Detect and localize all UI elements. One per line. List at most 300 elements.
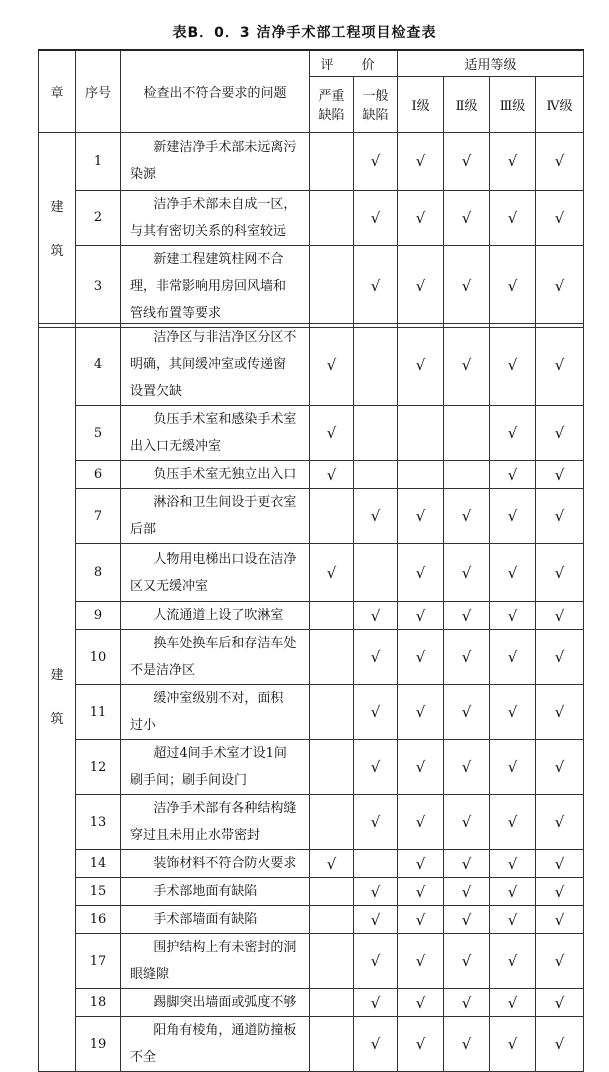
check-cell-g4 [536,544,584,602]
check-cell-g4 [536,934,584,989]
check-cell-g4 [536,461,584,489]
check-cell-serious [310,795,354,850]
chapter-cell [39,132,76,327]
header-grade-3: Ⅲ级 [490,76,536,132]
check-cell-g1 [398,245,444,327]
table-row [39,489,584,544]
problem-cell [121,934,310,989]
seq-cell: 16 [76,906,121,934]
check-cell-g3 [490,906,536,934]
check-icon: √ [370,882,381,901]
problem-line: 踢脚突出墙面或弧度不够 [153,995,297,1010]
seq-cell: 7 [76,489,121,544]
check-cell-g4 [536,630,584,685]
check-cell-general [354,850,398,878]
check-icon: √ [461,277,472,295]
problem-line: 新建工程建筑柱网不合 [153,251,284,267]
problem-line: 人物用电梯出口设在洁净 [153,551,297,567]
problem-line: 超过4间手术室才设1间 [153,746,287,761]
problem-cell [121,740,310,795]
check-icon: √ [554,563,565,582]
check-cell-g1 [398,630,444,685]
problem-line: 负压手术室无独立出入口 [153,467,297,482]
check-icon: √ [415,910,426,929]
check-icon: √ [507,703,518,721]
check-cell-serious [310,1017,354,1072]
check-icon: √ [461,563,472,582]
check-icon: √ [415,854,426,873]
check-icon: √ [415,648,426,666]
check-icon: √ [507,563,518,582]
problem-cell [121,795,310,850]
check-cell-g4 [536,906,584,934]
seq-cell: 11 [76,685,121,740]
check-icon: √ [461,882,472,901]
check-cell-g2 [444,740,490,795]
seq-cell: 17 [76,934,121,989]
check-icon: √ [370,277,381,295]
seq-cell: 4 [76,324,121,406]
check-cell-g3 [490,630,536,685]
table-row [39,989,584,1017]
problem-cell [121,906,310,934]
check-cell-g3 [490,245,536,327]
check-icon: √ [415,355,426,374]
check-icon: √ [554,758,565,776]
problem-cell [121,630,310,685]
check-cell-g4 [536,406,584,461]
check-cell-g3 [490,685,536,740]
problem-cell [121,544,310,602]
check-icon: √ [507,648,518,666]
check-cell-g1 [398,1017,444,1072]
header-chapter: 章 [39,50,76,132]
seq-cell: 15 [76,878,121,906]
check-icon: √ [554,882,565,901]
chapter-cell [39,324,76,1072]
check-icon: √ [415,952,426,970]
check-cell-g1 [398,406,444,461]
check-icon: √ [326,854,337,873]
check-icon: √ [461,813,472,831]
table-row [39,406,584,461]
check-icon: √ [461,355,472,374]
check-cell-g3 [490,489,536,544]
check-icon: √ [461,758,472,776]
table-row [39,190,584,245]
problem-line: 穿过且未用止水带密封 [130,828,261,843]
check-cell-general [354,630,398,685]
check-cell-g3 [490,190,536,245]
check-cell-serious [310,878,354,906]
check-cell-g3 [490,544,536,602]
check-cell-g2 [444,878,490,906]
check-icon: √ [370,952,381,970]
problem-line: 后部 [130,522,157,537]
problem-line: 管线布置等要求 [130,305,222,321]
check-cell-g3 [490,406,536,461]
table-row [39,544,584,602]
header-serious-line1: 严重 [318,89,345,104]
check-cell-g3 [490,324,536,406]
check-icon: √ [461,703,472,721]
check-cell-g1 [398,850,444,878]
check-icon: √ [370,910,381,929]
seq-cell: 8 [76,544,121,602]
check-cell-general [354,190,398,245]
seq-cell: 14 [76,850,121,878]
check-cell-serious [310,906,354,934]
problem-cell [121,489,310,544]
check-icon: √ [554,465,565,484]
check-icon: √ [507,606,518,625]
check-cell-g4 [536,1017,584,1072]
check-icon: √ [507,208,518,227]
check-cell-serious [310,190,354,245]
check-cell-g2 [444,489,490,544]
check-cell-g2 [444,602,490,630]
problem-cell [121,685,310,740]
check-cell-serious [310,406,354,461]
check-cell-g1 [398,461,444,489]
check-cell-g1 [398,489,444,544]
header-serious [310,76,354,132]
check-cell-g2 [444,190,490,245]
table-row [39,795,584,850]
check-icon: √ [326,355,337,374]
check-icon: √ [554,813,565,831]
problem-line: 刷手间；刷手间设门 [130,773,248,788]
check-cell-g4 [536,132,584,190]
check-cell-g1 [398,324,444,406]
header-grade-1: Ⅰ级 [398,76,444,132]
problem-cell [121,406,310,461]
check-icon: √ [415,606,426,625]
check-icon: √ [415,703,426,721]
check-icon: √ [507,952,518,970]
problem-cell [121,1017,310,1072]
problem-line: 区又无缓冲室 [130,578,209,594]
check-icon: √ [415,882,426,901]
header-general-line2: 缺陷 [362,108,389,123]
check-cell-serious [310,544,354,602]
header-evaluation: 评 价 [310,50,398,76]
check-cell-g2 [444,934,490,989]
check-cell-g2 [444,324,490,406]
check-cell-general [354,1017,398,1072]
check-icon: √ [554,703,565,721]
check-icon: √ [370,648,381,666]
problem-line: 洁净手术部未自成一区， [153,196,297,212]
check-cell-g4 [536,685,584,740]
check-icon: √ [554,993,565,1012]
seq-cell: 12 [76,740,121,795]
problem-line: 洁净手术部有各种结构缝 [153,801,297,816]
problem-cell [121,190,310,245]
check-cell-general [354,406,398,461]
check-cell-g1 [398,906,444,934]
check-icon: √ [415,277,426,295]
check-cell-g4 [536,878,584,906]
check-cell-g3 [490,795,536,850]
seq-cell: 6 [76,461,121,489]
check-icon: √ [507,813,518,831]
check-cell-serious [310,850,354,878]
problem-cell [121,878,310,906]
check-cell-g2 [444,989,490,1017]
check-icon: √ [415,208,426,227]
check-cell-g2 [444,245,490,327]
problem-line: 与其有密切关系的科室较远 [130,223,287,239]
check-cell-serious [310,685,354,740]
table-row [39,934,584,989]
check-icon: √ [507,854,518,873]
header-problem: 检查出不符合要求的问题 [121,50,310,132]
check-cell-g3 [490,740,536,795]
check-icon: √ [415,507,426,525]
check-cell-g1 [398,989,444,1017]
header-grade-group: 适用等级 [398,50,584,76]
problem-line: 人流通道上设了吹淋室 [153,608,284,623]
check-cell-g3 [490,989,536,1017]
table-row [39,1017,584,1072]
inspection-table-top [38,49,584,328]
header-general-line1: 一般 [362,89,389,104]
table-row [39,324,584,406]
seq-cell: 2 [76,190,121,245]
check-cell-g4 [536,850,584,878]
header-serious-line2: 缺陷 [318,108,345,123]
check-icon: √ [415,563,426,582]
check-icon: √ [554,1035,565,1053]
seq-cell: 5 [76,406,121,461]
check-cell-g2 [444,906,490,934]
check-icon: √ [415,758,426,776]
check-icon: √ [370,208,381,227]
check-icon: √ [507,152,518,170]
check-cell-g2 [444,461,490,489]
check-cell-general [354,544,398,602]
check-cell-g3 [490,132,536,190]
header-general [354,76,398,132]
check-cell-g4 [536,795,584,850]
seq-cell: 3 [76,245,121,327]
seq-cell: 1 [76,132,121,190]
check-icon: √ [554,854,565,873]
check-cell-g4 [536,740,584,795]
chapter-char: 建 [50,667,64,683]
check-icon: √ [370,606,381,625]
check-icon: √ [326,563,337,582]
check-icon: √ [461,606,472,625]
check-cell-g1 [398,602,444,630]
check-icon: √ [461,910,472,929]
seq-cell: 10 [76,630,121,685]
check-cell-g1 [398,740,444,795]
problem-line: 新建洁净手术部未远离污 [153,140,297,155]
check-icon: √ [507,424,518,442]
check-cell-g1 [398,132,444,190]
check-cell-g2 [444,1017,490,1072]
check-cell-g4 [536,324,584,406]
problem-line: 阳角有棱角，通道防撞板 [153,1023,297,1038]
seq-cell: 13 [76,795,121,850]
check-cell-g2 [444,132,490,190]
check-icon: √ [370,152,381,170]
check-cell-g4 [536,190,584,245]
check-cell-general [354,324,398,406]
check-cell-serious [310,934,354,989]
problem-line: 负压手术室和感染手术室 [153,412,297,427]
check-icon: √ [554,648,565,666]
header-grade-2: Ⅱ级 [444,76,490,132]
seq-cell: 18 [76,989,121,1017]
problem-line: 装饰材料不符合防火要求 [153,856,297,871]
problem-line: 洁净区与非洁净区分区不 [153,330,297,345]
problem-line: 换车处换车后和存洁车处 [153,636,297,651]
check-cell-g4 [536,489,584,544]
check-cell-general [354,602,398,630]
check-icon: √ [554,952,565,970]
check-cell-g3 [490,934,536,989]
check-cell-general [354,461,398,489]
header-seq: 序号 [76,50,121,132]
check-cell-serious [310,324,354,406]
problem-cell [121,461,310,489]
problem-cell [121,850,310,878]
check-icon: √ [507,277,518,295]
check-icon: √ [370,758,381,776]
problem-line: 理，非常影响用房回风墙和 [130,278,287,294]
chapter-char: 筑 [50,711,64,727]
check-cell-general [354,685,398,740]
check-icon: √ [415,813,426,831]
table-row [39,685,584,740]
check-icon: √ [507,507,518,525]
check-cell-general [354,878,398,906]
check-cell-general [354,906,398,934]
check-icon: √ [507,1035,518,1053]
table-row [39,906,584,934]
check-cell-g2 [444,630,490,685]
check-icon: √ [554,277,565,295]
check-icon: √ [415,152,426,170]
check-cell-g2 [444,850,490,878]
check-cell-g3 [490,602,536,630]
check-cell-serious [310,132,354,190]
check-icon: √ [415,993,426,1012]
check-cell-g1 [398,934,444,989]
check-cell-g3 [490,850,536,878]
problem-cell [121,245,310,327]
problem-line: 明确，其间缓冲室或传递窗 [130,357,287,372]
table-row [39,630,584,685]
check-icon: √ [461,648,472,666]
check-icon: √ [461,854,472,873]
check-icon: √ [370,703,381,721]
check-icon: √ [554,208,565,227]
check-cell-g4 [536,602,584,630]
check-icon: √ [461,952,472,970]
table-row [39,850,584,878]
problem-line: 围护结构上有未密封的洞 [153,940,297,955]
check-icon: √ [507,758,518,776]
problem-cell [121,602,310,630]
header-grade-4: Ⅳ级 [536,76,584,132]
check-icon: √ [461,208,472,227]
check-cell-g3 [490,1017,536,1072]
check-cell-serious [310,989,354,1017]
check-cell-g1 [398,878,444,906]
problem-line: 淋浴和卫生间设于更衣室 [153,495,297,510]
check-icon: √ [507,355,518,374]
check-icon: √ [461,1035,472,1053]
inspection-table-bottom [38,323,584,1072]
table-row [39,132,584,190]
problem-cell [121,324,310,406]
check-icon: √ [370,507,381,525]
check-icon: √ [461,507,472,525]
check-cell-general [354,132,398,190]
chapter-char: 建 [50,199,64,215]
check-cell-g2 [444,544,490,602]
problem-line: 手术部墙面有缺陷 [153,912,258,927]
check-cell-serious [310,602,354,630]
check-icon: √ [326,424,337,442]
check-icon: √ [370,813,381,831]
check-icon: √ [461,993,472,1012]
check-cell-g3 [490,461,536,489]
problem-line: 设置欠缺 [130,384,183,399]
check-icon: √ [326,465,337,484]
table-row [39,878,584,906]
chapter-char: 筑 [50,243,64,259]
check-cell-general [354,740,398,795]
check-icon: √ [507,882,518,901]
check-cell-serious [310,489,354,544]
check-cell-serious [310,461,354,489]
check-cell-g1 [398,190,444,245]
check-cell-g2 [444,795,490,850]
check-icon: √ [507,910,518,929]
check-icon: √ [554,910,565,929]
check-icon: √ [507,465,518,484]
check-cell-general [354,245,398,327]
table-row [39,245,584,327]
check-cell-general [354,795,398,850]
problem-cell [121,989,310,1017]
check-cell-serious [310,630,354,685]
table-row [39,461,584,489]
problem-line: 染源 [130,167,157,182]
check-cell-general [354,934,398,989]
seq-cell: 9 [76,602,121,630]
problem-line: 缓冲室级别不对，面积 [153,691,284,706]
check-icon: √ [507,993,518,1012]
check-icon: √ [370,1035,381,1053]
problem-line: 手术部地面有缺陷 [153,884,258,899]
check-icon: √ [554,355,565,374]
check-cell-g3 [490,878,536,906]
problem-line: 不全 [130,1050,157,1065]
check-cell-general [354,489,398,544]
check-icon: √ [554,507,565,525]
problem-line: 过小 [130,718,157,733]
check-cell-g1 [398,685,444,740]
check-icon: √ [554,424,565,442]
check-cell-g1 [398,544,444,602]
check-icon: √ [554,152,565,170]
